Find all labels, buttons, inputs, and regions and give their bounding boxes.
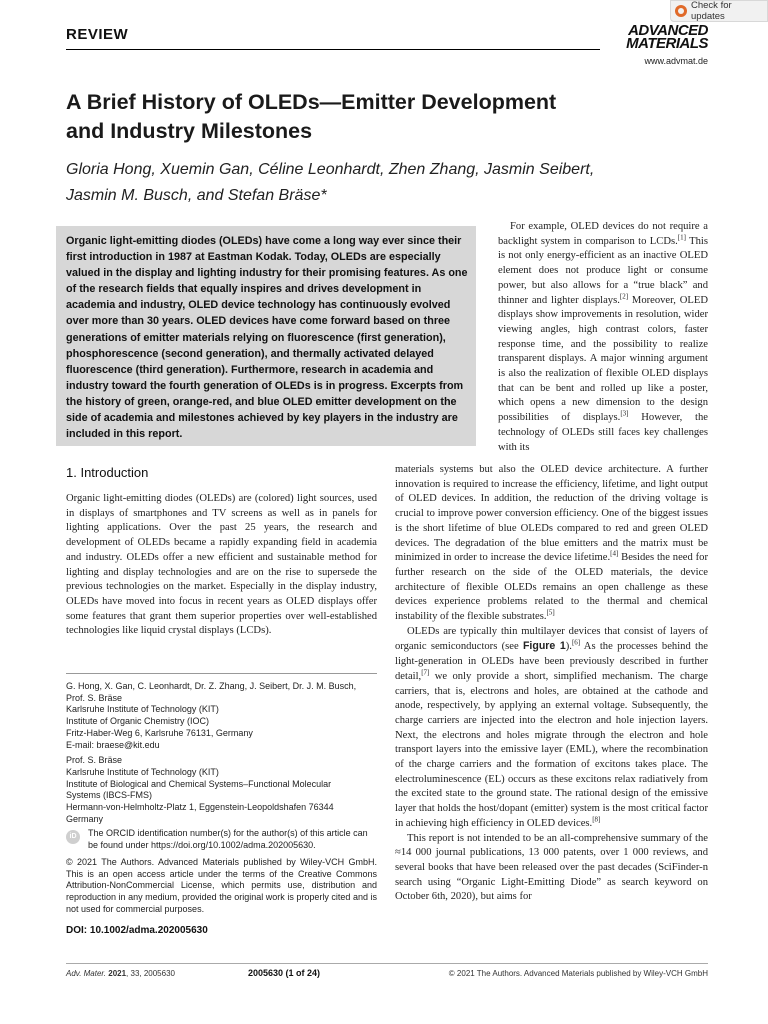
ref-7[interactable]: [7] <box>421 668 430 677</box>
affiliation-rule <box>66 673 377 674</box>
footer-citation: Adv. Mater. 2021, 33, 2005630 <box>66 969 175 978</box>
author-list <box>66 157 626 209</box>
paragraph: Organic light-emitting diodes (OLEDs) are (colored) light sources, used in displays of smartphones and TV screens as well as in panels for lighting applications. Over the past 25 years, the research and development of OLEDs became a rapidly expanding field in academia and industry. OLEDs offer a new efficient and sustainable method for lighting and display technologies and are on the rise to supersede the previous technologies on the market. Especially in the display industry, OLEDs have moved into focus in recent years as OLED displays offer some features that grant them superior properties over well-established technologies like liquid crystal displays (LCDs). <box>66 493 377 637</box>
license-text: © 2021 The Authors. Advanced Materials published by Wiley-VCH GmbH. This is an open access article under the terms of the Creative Commons Attribution-NonCommercial License, which permits use, distribution and reproduction in any medium, provided the original work is properly cited and is not used for commercial purposes. <box>66 857 377 914</box>
ref-6[interactable]: [6] <box>571 638 581 647</box>
ref-4[interactable]: [4] <box>610 549 619 558</box>
orcid-icon: iD <box>66 830 80 844</box>
body-left-column <box>66 492 377 639</box>
ref-1[interactable]: [1] <box>677 233 686 242</box>
check-for-updates-label: Check for updates <box>691 0 732 22</box>
author-email[interactable]: E-mail: braese@kit.edu <box>66 739 160 750</box>
affiliations: G. Hong, X. Gan, C. Leonhardt, Dr. Z. Zhang, J. Seibert, Dr. J. M. Busch, Prof. S. Bräse Karlsruhe Institute of Technology (KIT) Institute of Organic Chemistry (IOC) Fritz-Haber-Weg 6, Karlsruhe 76131, Germany E-mail: braese@kit.edu Prof. S. Bräse Karlsruhe Institute of Technology (KIT) Institute of Biological and Chemical Systems–Functional Molecular Systems (IBCS-FMS) Hermann-von-Helmholtz-Platz 1, Eggenstein-Leopoldshafen 76344 Germany <box>66 681 377 825</box>
footer-copyright: © 2021 The Authors. Advanced Materials published by Wiley-VCH GmbH <box>448 969 708 978</box>
title-line1: A Brief History of OLEDs—Emitter Development <box>66 90 557 114</box>
paragraph: materials systems but also the OLED device architecture. A further innovation is required to increase the efficiency, lifetime, and light output of OLED devices. In addition, the reduction of the driving voltage is crucial to improve power conversion efficiency. One of the biggest issues is the short lifetime of blue OLEDs compared to red and green OLED devices. The degradation of the blue emitters and the matrix must be minimized in order to increase the device lifetime.[4] Besides the need for further research on the side of the OLED materials, the device architecture of flexible OLEDs remains an open challenge as these devices experience problems related to the thermal and chemical instability of the flexible substrates.[5] <box>395 464 709 623</box>
journal-logo <box>604 24 708 50</box>
footer-rule <box>66 963 708 964</box>
body-right-column <box>395 463 708 905</box>
ref-5[interactable]: [5] <box>546 608 555 617</box>
section-heading-introduction: 1. Introduction <box>66 465 149 480</box>
figure-1-link[interactable]: Figure 1 <box>522 640 566 653</box>
updates-icon <box>675 5 687 17</box>
ref-8[interactable]: [8] <box>592 815 601 824</box>
header-rule <box>66 49 600 50</box>
journal-logo-line2: MATERIALS <box>626 35 708 52</box>
journal-logo-line1: ADVANCED <box>628 22 708 39</box>
section-label: REVIEW <box>66 26 129 43</box>
paragraph: This report is not intended to be an all-comprehensive summary of the ≈14 000 journal publications, 13 000 patents, over 1 000 reviews, and several books that have been released over the past decades (SciFinder-n search using “Organic Light-Emitting Diode” as search keyword on October 6th, 2020), but aims for <box>395 832 708 903</box>
journal-url[interactable]: www.advmat.de <box>644 56 708 66</box>
doi-link[interactable]: DOI: 10.1002/adma.202005630 <box>66 925 208 936</box>
authors-line1: Gloria Hong, Xuemin Gan, Céline Leonhardt, Zhen Zhang, Jasmin Seibert, <box>66 161 595 178</box>
article-title <box>66 88 666 146</box>
paragraph: OLEDs are typically thin multilayer devices that consist of layers of organic semiconductors (see Figure 1).[6] As the processes behind the light-generation in OLEDs have been previously described in further detail,[7] we only provide a short, simplified mechanism. The charge carriers, that is, electrons and holes, are obtained at the cathode and anode, respectively, by applying an external voltage. Subsequently, the charge carriers are injected into the electron and hole injection layers. Next, the electrons and holes migrate through the electron and hole transport layers into the emissive layer (EML), where the recombination of the charge carriers and the formation of excitons takes place. The electroluminescence (EL) occurs as these excitons relax radiatively from the excited state to the ground state. The rational design of the emissive layer that holds the host/dopant (emitter) system is the most critical factor in achieving high efficiency in OLED devices.[8] <box>395 625 708 829</box>
title-line2: and Industry Milestones <box>66 119 313 143</box>
ref-3[interactable]: [3] <box>620 409 629 418</box>
body-right-column-top: For example, OLED devices do not require a backlight system in comparison to LCDs.[1] This is not only energy-efficient as an inactive OLED element does not produce light or consume power, but also allows for a “true black” and thinner and lighter displays.[2] Moreover, OLED displays show improvements in resolution, wider viewing angles, high contrast colors, faster response time, and the possibility to realize transparent displays. A major winning argument is also the realization of flexible OLED displays that can be bent and rolled up like a poster, which opens a new dimension to the design possibilities of displays.[3] However, the technology of OLEDs still faces key challenges with its <box>498 221 708 453</box>
footer-page-number: 2005630 (1 of 24) <box>248 968 321 978</box>
orcid-text[interactable]: The ORCID identification number(s) for the author(s) of this article can be found under https://doi.org/10.1002/adma.202005630. <box>88 828 368 850</box>
check-for-updates-button[interactable] <box>670 0 768 22</box>
authors-line2: Jasmin M. Busch, and Stefan Bräse* <box>66 187 327 204</box>
ref-2[interactable]: [2] <box>619 291 629 300</box>
abstract-text: Organic light-emitting diodes (OLEDs) have come a long way ever since their first introduction in 1987 at Eastman Kodak. Today, OLEDs are especially valued in the display and lighting industry for their promising features. As one of the research fields that equally inspires and drives development in academia and industry, OLED device technology has continuously evolved over more than 30 years. OLED devices have come forward based on three generations of emitter materials relying on fluorescence (first generation), phosphorescence (second generation), and thermally activated delayed fluorescence (third generation). Furthermore, research in academia and industry toward the fourth generation of OLEDs is in progress. Excerpts from the history of green, orange-red, and blue OLED emitter development on the side of academia and milestones achieved by key players in the industry are included in this report. <box>66 235 468 441</box>
